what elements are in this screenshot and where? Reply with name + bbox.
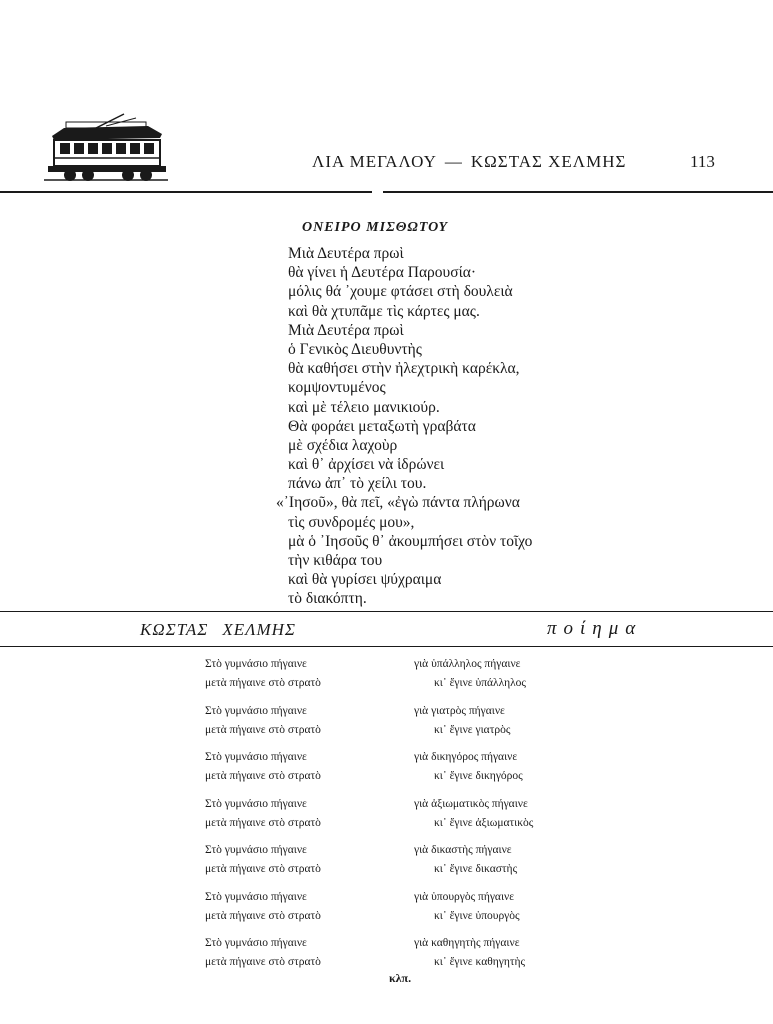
stanza-right-line: γιὰ ὑπάλληλος πήγαινε xyxy=(414,658,521,670)
stanza-right-line: κι᾽ ἔγινε γιατρὸς xyxy=(434,723,511,736)
stanza-left-line: μετὰ πήγαινε στὸ στρατὸ xyxy=(205,770,321,782)
stanza-left-line: Στὸ γυμνάσιο πήγαινε xyxy=(205,937,307,949)
band-rule-top xyxy=(0,611,773,612)
running-head-left: ΛΙΑ ΜΕΓΑΛΟΥ xyxy=(312,152,437,171)
poem-line: κομψοντυμένος xyxy=(288,379,386,397)
stanza xyxy=(205,655,605,702)
stanza-right-line: γιὰ ἀξιωματικὸς πήγαινε xyxy=(414,797,528,810)
stanza-right-line: κι᾽ ἔγινε καθηγητὴς xyxy=(434,956,526,968)
author-first-name: ΚΩΣΤΑΣ xyxy=(140,620,209,639)
poem-line: τὴν κιθάρα του xyxy=(288,552,383,569)
poem-line: θὰ καθήσει στὴν ἠλεχτρικὴ καρέκλα, xyxy=(288,360,520,378)
poem-title: ΟΝΕΙΡΟ ΜΙΣΘΩΤΟΥ xyxy=(302,220,449,235)
stanza xyxy=(205,702,605,749)
poem-line: καὶ θ᾽ ἀρχίσει νὰ ἱδρώνει xyxy=(288,456,445,474)
stanza-left-line: μετὰ πήγαινε στὸ στρατὸ xyxy=(205,816,321,829)
poem-line: τὸ διακόπτη. xyxy=(288,590,367,608)
header-rule-right xyxy=(383,191,773,193)
author-last-name: ΧΕΛΜΗΣ xyxy=(222,620,296,639)
poem-line: Θὰ φοράει μεταξωτὴ γραβάτα xyxy=(288,417,476,435)
stanza-right-line: κι᾽ ἔγινε ὑπάλληλος xyxy=(434,677,526,689)
stanza-right-line: γιὰ ὑπουργὸς πήγαινε xyxy=(414,890,515,903)
stanza-left-line: μετὰ πήγαινε στὸ στρατὸ xyxy=(205,956,321,968)
band-rule-bottom xyxy=(0,646,773,647)
poem-line: μὲ σχέδια λαχοὺρ xyxy=(288,436,398,454)
poem-line: καὶ θὰ γυρίσει ψύχραιμα xyxy=(288,571,442,589)
running-head-separator: — xyxy=(444,152,463,171)
poem-line: ὁ Γενικὸς Διευθυντὴς xyxy=(288,340,422,358)
stanza xyxy=(205,795,605,842)
stanza-right-line: γιὰ καθηγητὴς πήγαινε xyxy=(414,937,520,949)
poem-line: θὰ γίνει ἡ Δευτέρα Παρουσία· xyxy=(288,264,477,282)
stanza-left-line: Στὸ γυμνάσιο πήγαινε xyxy=(205,704,307,717)
poem-ending: κλπ. xyxy=(389,971,412,985)
stanza-left-line: Στὸ γυμνάσιο πήγαινε xyxy=(205,890,307,903)
stanza xyxy=(205,748,605,795)
header-rule-left xyxy=(0,191,372,193)
stanza-left-line: Στὸ γυμνάσιο πήγαινε xyxy=(205,844,307,856)
poem-line: καὶ μὲ τέλειο μανικιούρ. xyxy=(288,398,440,416)
poem-line: πάνω ἀπ᾽ τὸ χείλι του. xyxy=(288,475,427,493)
stanza-left-line: μετὰ πήγαινε στὸ στρατὸ xyxy=(205,863,321,875)
stanza-right-line: γιὰ γιατρὸς πήγαινε xyxy=(414,704,505,717)
poem-line: Μιὰ Δευτέρα πρωὶ xyxy=(288,245,404,262)
stanza-left-line: Στὸ γυμνάσιο πήγαινε xyxy=(205,751,307,763)
stanza-right-line: κι᾽ ἔγινε δικαστὴς xyxy=(434,863,518,875)
band-author xyxy=(140,620,296,640)
poem2-stanzas xyxy=(205,655,605,981)
running-head xyxy=(312,152,626,172)
stanza-right-line: γιὰ δικαστὴς πήγαινε xyxy=(414,844,512,856)
poem-line: καὶ θὰ χτυπᾶμε τὶς κάρτες μας. xyxy=(288,302,480,320)
stanza-right-line: κι᾽ ἔγινε ὑπουργὸς xyxy=(434,909,520,922)
stanza-left-line: Στὸ γυμνάσιο πήγαινε xyxy=(205,797,307,810)
stanza-left-line: μετὰ πήγαινε στὸ στρατὸ xyxy=(205,723,321,736)
stanza-right-line: γιὰ δικηγόρος πήγαινε xyxy=(414,751,518,763)
stanza xyxy=(205,888,605,935)
stanza-left-line: μετὰ πήγαινε στὸ στρατὸ xyxy=(205,677,321,689)
poem-line: Μιὰ Δευτέρα πρωὶ xyxy=(288,321,404,339)
stanza-left-line: μετὰ πήγαινε στὸ στρατὸ xyxy=(205,909,321,922)
poem-line: «᾽Ιησοῦ», θὰ πεῖ, «ἐγὼ πάντα πλήρωνα xyxy=(276,494,520,512)
stanza-left-line: Στὸ γυμνάσιο πήγαινε xyxy=(205,658,307,670)
poem-line: μόλις θά ᾽χουμε φτάσει στὴ δουλειὰ xyxy=(288,283,513,301)
poem-line: τὶς συνδρομές μου», xyxy=(288,513,415,531)
running-head-right: ΚΩΣΤΑΣ ΧΕΛΜΗΣ xyxy=(470,152,627,171)
poem-line: μὰ ὁ ᾽Ιησοῦς θ᾽ ἀκουμπήσει στὸν τοῖχο xyxy=(288,532,533,550)
stanza-right-line: κι᾽ ἔγινε ἀξιωματικὸς xyxy=(434,816,534,829)
stanza-right-line: κι᾽ ἔγινε δικηγόρος xyxy=(434,770,523,782)
page-number: 113 xyxy=(690,152,715,171)
stanza xyxy=(205,841,605,888)
band-label: ποίημα xyxy=(547,618,643,639)
tram-car-icon xyxy=(44,112,168,182)
poem-body xyxy=(276,244,616,609)
